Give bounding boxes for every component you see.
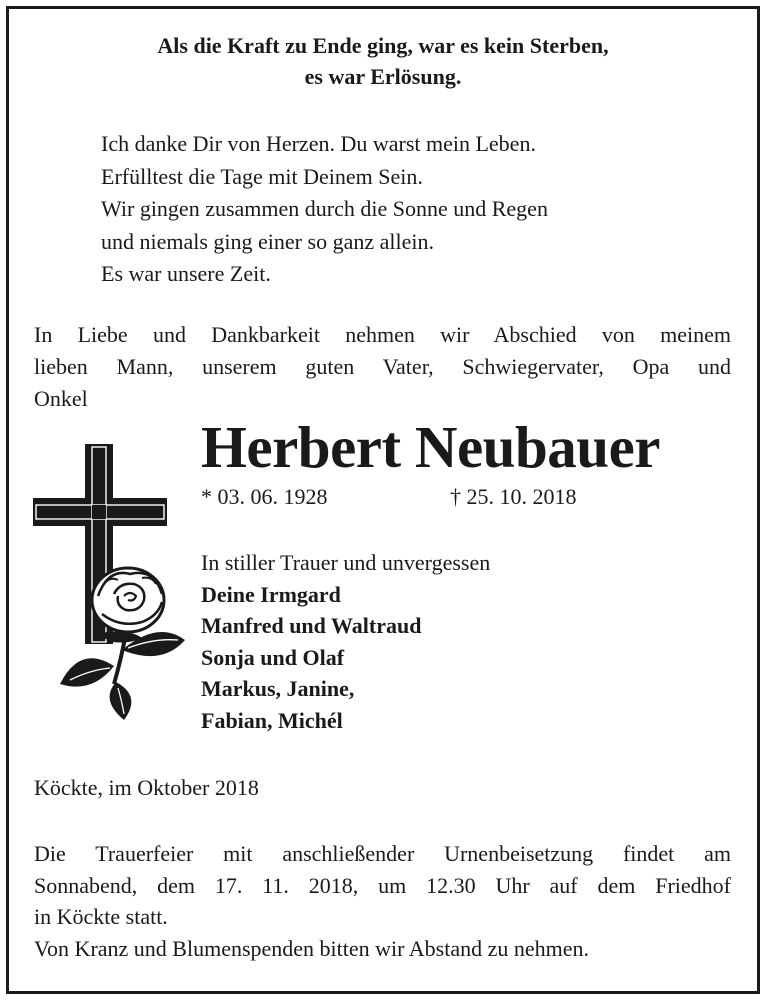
deceased-name: Herbert Neubauer — [201, 414, 660, 480]
mourner-name: Deine Irmgard — [201, 581, 341, 607]
funeral-line: Von Kranz und Blumenspenden bitten wir Abstand zu nehmen. — [34, 935, 589, 961]
intro-line: In Liebe und Dankbarkeit nehmen wir Abschied von meinem — [34, 322, 731, 347]
mourner-name: Manfred und Waltraud — [201, 613, 422, 638]
mourners-intro: In stiller Trauer und unvergessen — [201, 550, 491, 575]
heading-line-2: es war Erlösung. — [304, 64, 462, 89]
mourner-name: Markus, Janine, — [201, 676, 355, 701]
birth-date: * 03. 06. 1928 — [201, 484, 328, 509]
death-date: † 25. 10. 2018 — [450, 484, 577, 509]
intro-paragraph — [34, 319, 731, 415]
rose-icon — [60, 568, 185, 720]
funeral-line: Die Trauerfeier mit anschließender Urnenbeisetzung findet am — [34, 841, 731, 866]
place-and-date: Köckte, im Oktober 2018 — [34, 775, 259, 800]
intro-line: lieben Mann, unserem guten Vater, Schwiegervater, Opa und — [34, 354, 731, 379]
poem-line: Wir gingen zusammen durch die Sonne und Regen — [101, 196, 548, 221]
funeral-line: in Köckte statt. — [34, 904, 168, 929]
mourner-name: Fabian, Michél — [201, 707, 343, 733]
funeral-line: Sonnabend, dem 17. 11. 2018, um 12.30 Uhr auf dem Friedhof — [34, 872, 731, 898]
mourners-block — [201, 547, 490, 736]
funeral-info — [34, 838, 731, 964]
cross-with-rose — [30, 444, 190, 724]
mourner-name: Sonja und Olaf — [201, 644, 345, 670]
poem-line: und niemals ging einer so ganz allein. — [101, 228, 434, 254]
poem-line: Erfülltest die Tage mit Deinem Sein. — [101, 163, 423, 189]
heading-line-1: Als die Kraft zu Ende ging, war es kein Sterben, — [157, 33, 609, 58]
poem-line: Ich danke Dir von Herzen. Du warst mein Leben. — [101, 131, 536, 156]
poem — [101, 128, 548, 291]
poem-line: Es war unsere Zeit. — [101, 261, 271, 286]
intro-line: Onkel — [34, 386, 88, 411]
